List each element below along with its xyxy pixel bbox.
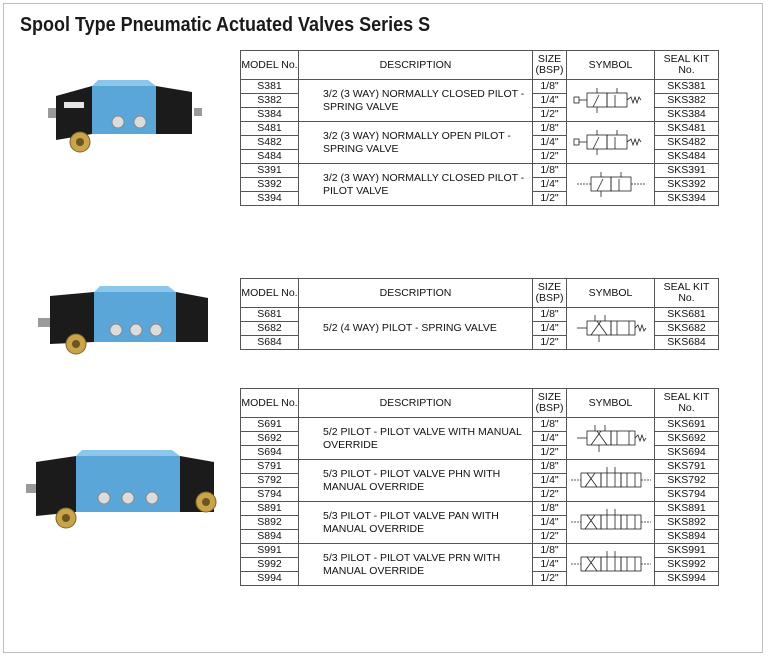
seal-kit-cell: SKS682 bbox=[655, 322, 719, 336]
size-cell: 1/2" bbox=[533, 572, 567, 586]
model-cell: S381 bbox=[241, 80, 299, 94]
seal-kit-cell: SKS794 bbox=[655, 488, 719, 502]
seal-kit-cell: SKS692 bbox=[655, 432, 719, 446]
5-2-pilot-pilot-symbol bbox=[567, 418, 655, 460]
model-cell: S392 bbox=[241, 178, 299, 192]
description-cell: 5/2 PILOT - PILOT VALVE WITH MANUAL OVERRIDE bbox=[299, 418, 533, 460]
seal-kit-header: SEAL KIT No. bbox=[655, 51, 719, 80]
size-cell: 1/4" bbox=[533, 432, 567, 446]
seal-kit-cell: SKS791 bbox=[655, 460, 719, 474]
description-cell: 3/2 (3 WAY) NORMALLY CLOSED PILOT - SPRING VALVE bbox=[299, 80, 533, 122]
model-cell: S681 bbox=[241, 308, 299, 322]
size-cell: 1/2" bbox=[533, 488, 567, 502]
spec-table bbox=[240, 278, 719, 350]
3-2-nc-pilot-spring-symbol bbox=[567, 80, 655, 122]
description-header: DESCRIPTION bbox=[299, 51, 533, 80]
model-cell: S684 bbox=[241, 336, 299, 350]
size-cell: 1/4" bbox=[533, 178, 567, 192]
model-cell: S891 bbox=[241, 502, 299, 516]
5-3-pan-symbol bbox=[567, 502, 655, 544]
table-row bbox=[241, 80, 719, 94]
model-cell: S481 bbox=[241, 122, 299, 136]
seal-kit-cell: SKS381 bbox=[655, 80, 719, 94]
model-header: MODEL No. bbox=[241, 389, 299, 418]
model-cell: S892 bbox=[241, 516, 299, 530]
description-cell: 3/2 (3 WAY) NORMALLY CLOSED PILOT - PILOT VALVE bbox=[299, 164, 533, 206]
model-cell: S394 bbox=[241, 192, 299, 206]
seal-kit-cell: SKS391 bbox=[655, 164, 719, 178]
table-row bbox=[241, 164, 719, 178]
table-row bbox=[241, 502, 719, 516]
model-cell: S692 bbox=[241, 432, 299, 446]
seal-kit-cell: SKS481 bbox=[655, 122, 719, 136]
seal-kit-cell: SKS484 bbox=[655, 150, 719, 164]
3-2-nc-pilot-pilot-symbol bbox=[567, 164, 655, 206]
seal-kit-cell: SKS892 bbox=[655, 516, 719, 530]
model-cell: S484 bbox=[241, 150, 299, 164]
table-row bbox=[241, 544, 719, 558]
header-row bbox=[241, 389, 719, 418]
model-header: MODEL No. bbox=[241, 279, 299, 308]
model-cell: S992 bbox=[241, 558, 299, 572]
size-cell: 1/8" bbox=[533, 80, 567, 94]
5-3-prn-symbol bbox=[567, 544, 655, 586]
symbol-header: SYMBOL bbox=[567, 51, 655, 80]
description-cell: 5/3 PILOT - PILOT VALVE PRN WITH MANUAL OVERRIDE bbox=[299, 544, 533, 586]
seal-kit-cell: SKS792 bbox=[655, 474, 719, 488]
valve-5-3-product-image bbox=[24, 448, 224, 538]
model-cell: S694 bbox=[241, 446, 299, 460]
size-cell: 1/8" bbox=[533, 122, 567, 136]
size-cell: 1/2" bbox=[533, 108, 567, 122]
model-header: MODEL No. bbox=[241, 51, 299, 80]
seal-kit-cell: SKS681 bbox=[655, 308, 719, 322]
header-row bbox=[241, 279, 719, 308]
seal-kit-header: SEAL KIT No. bbox=[655, 389, 719, 418]
seal-kit-cell: SKS891 bbox=[655, 502, 719, 516]
seal-kit-cell: SKS694 bbox=[655, 446, 719, 460]
description-header: DESCRIPTION bbox=[299, 389, 533, 418]
seal-kit-cell: SKS482 bbox=[655, 136, 719, 150]
model-cell: S682 bbox=[241, 322, 299, 336]
size-cell: 1/8" bbox=[533, 308, 567, 322]
size-cell: 1/4" bbox=[533, 516, 567, 530]
model-cell: S894 bbox=[241, 530, 299, 544]
size-cell: 1/8" bbox=[533, 502, 567, 516]
seal-kit-cell: SKS384 bbox=[655, 108, 719, 122]
description-cell: 5/3 PILOT - PILOT VALVE PHN WITH MANUAL OVERRIDE bbox=[299, 460, 533, 502]
size-cell: 1/8" bbox=[533, 544, 567, 558]
model-cell: S391 bbox=[241, 164, 299, 178]
size-cell: 1/2" bbox=[533, 336, 567, 350]
table-row bbox=[241, 122, 719, 136]
seal-kit-cell: SKS392 bbox=[655, 178, 719, 192]
valve-3-2-product-image bbox=[44, 78, 204, 160]
3-2-no-pilot-spring-symbol bbox=[567, 122, 655, 164]
size-cell: 1/2" bbox=[533, 150, 567, 164]
seal-kit-cell: SKS382 bbox=[655, 94, 719, 108]
size-cell: 1/4" bbox=[533, 322, 567, 336]
size-cell: 1/4" bbox=[533, 558, 567, 572]
size-cell: 1/8" bbox=[533, 418, 567, 432]
size-cell: 1/4" bbox=[533, 136, 567, 150]
seal-kit-cell: SKS894 bbox=[655, 530, 719, 544]
table-row bbox=[241, 418, 719, 432]
seal-kit-cell: SKS992 bbox=[655, 558, 719, 572]
size-cell: 1/8" bbox=[533, 164, 567, 178]
seal-kit-cell: SKS684 bbox=[655, 336, 719, 350]
seal-kit-cell: SKS991 bbox=[655, 544, 719, 558]
page-title: Spool Type Pneumatic Actuated Valves Series S bbox=[20, 14, 431, 36]
seal-kit-cell: SKS691 bbox=[655, 418, 719, 432]
5-2-pilot-spring-symbol bbox=[567, 308, 655, 350]
model-cell: S791 bbox=[241, 460, 299, 474]
table-row bbox=[241, 460, 719, 474]
model-cell: S792 bbox=[241, 474, 299, 488]
model-cell: S691 bbox=[241, 418, 299, 432]
model-cell: S794 bbox=[241, 488, 299, 502]
size-cell: 1/2" bbox=[533, 530, 567, 544]
spec-table bbox=[240, 50, 719, 206]
description-header: DESCRIPTION bbox=[299, 279, 533, 308]
model-cell: S382 bbox=[241, 94, 299, 108]
seal-kit-cell: SKS994 bbox=[655, 572, 719, 586]
description-cell: 3/2 (3 WAY) NORMALLY OPEN PILOT - SPRING VALVE bbox=[299, 122, 533, 164]
spec-table bbox=[240, 388, 719, 586]
size-cell: 1/4" bbox=[533, 94, 567, 108]
model-cell: S994 bbox=[241, 572, 299, 586]
size-header: SIZE (BSP) bbox=[533, 279, 567, 308]
description-cell: 5/2 (4 WAY) PILOT - SPRING VALVE bbox=[299, 308, 533, 350]
size-cell: 1/4" bbox=[533, 474, 567, 488]
symbol-header: SYMBOL bbox=[567, 389, 655, 418]
header-row bbox=[241, 51, 719, 80]
model-cell: S482 bbox=[241, 136, 299, 150]
description-cell: 5/3 PILOT - PILOT VALVE PAN WITH MANUAL OVERRIDE bbox=[299, 502, 533, 544]
table-row bbox=[241, 308, 719, 322]
size-cell: 1/2" bbox=[533, 446, 567, 460]
5-3-phn-symbol bbox=[567, 460, 655, 502]
valve-5-2-product-image bbox=[36, 286, 216, 366]
model-cell: S384 bbox=[241, 108, 299, 122]
seal-kit-header: SEAL KIT No. bbox=[655, 279, 719, 308]
model-cell: S991 bbox=[241, 544, 299, 558]
symbol-header: SYMBOL bbox=[567, 279, 655, 308]
size-header: SIZE (BSP) bbox=[533, 51, 567, 80]
size-header: SIZE (BSP) bbox=[533, 389, 567, 418]
size-cell: 1/2" bbox=[533, 192, 567, 206]
size-cell: 1/8" bbox=[533, 460, 567, 474]
seal-kit-cell: SKS394 bbox=[655, 192, 719, 206]
